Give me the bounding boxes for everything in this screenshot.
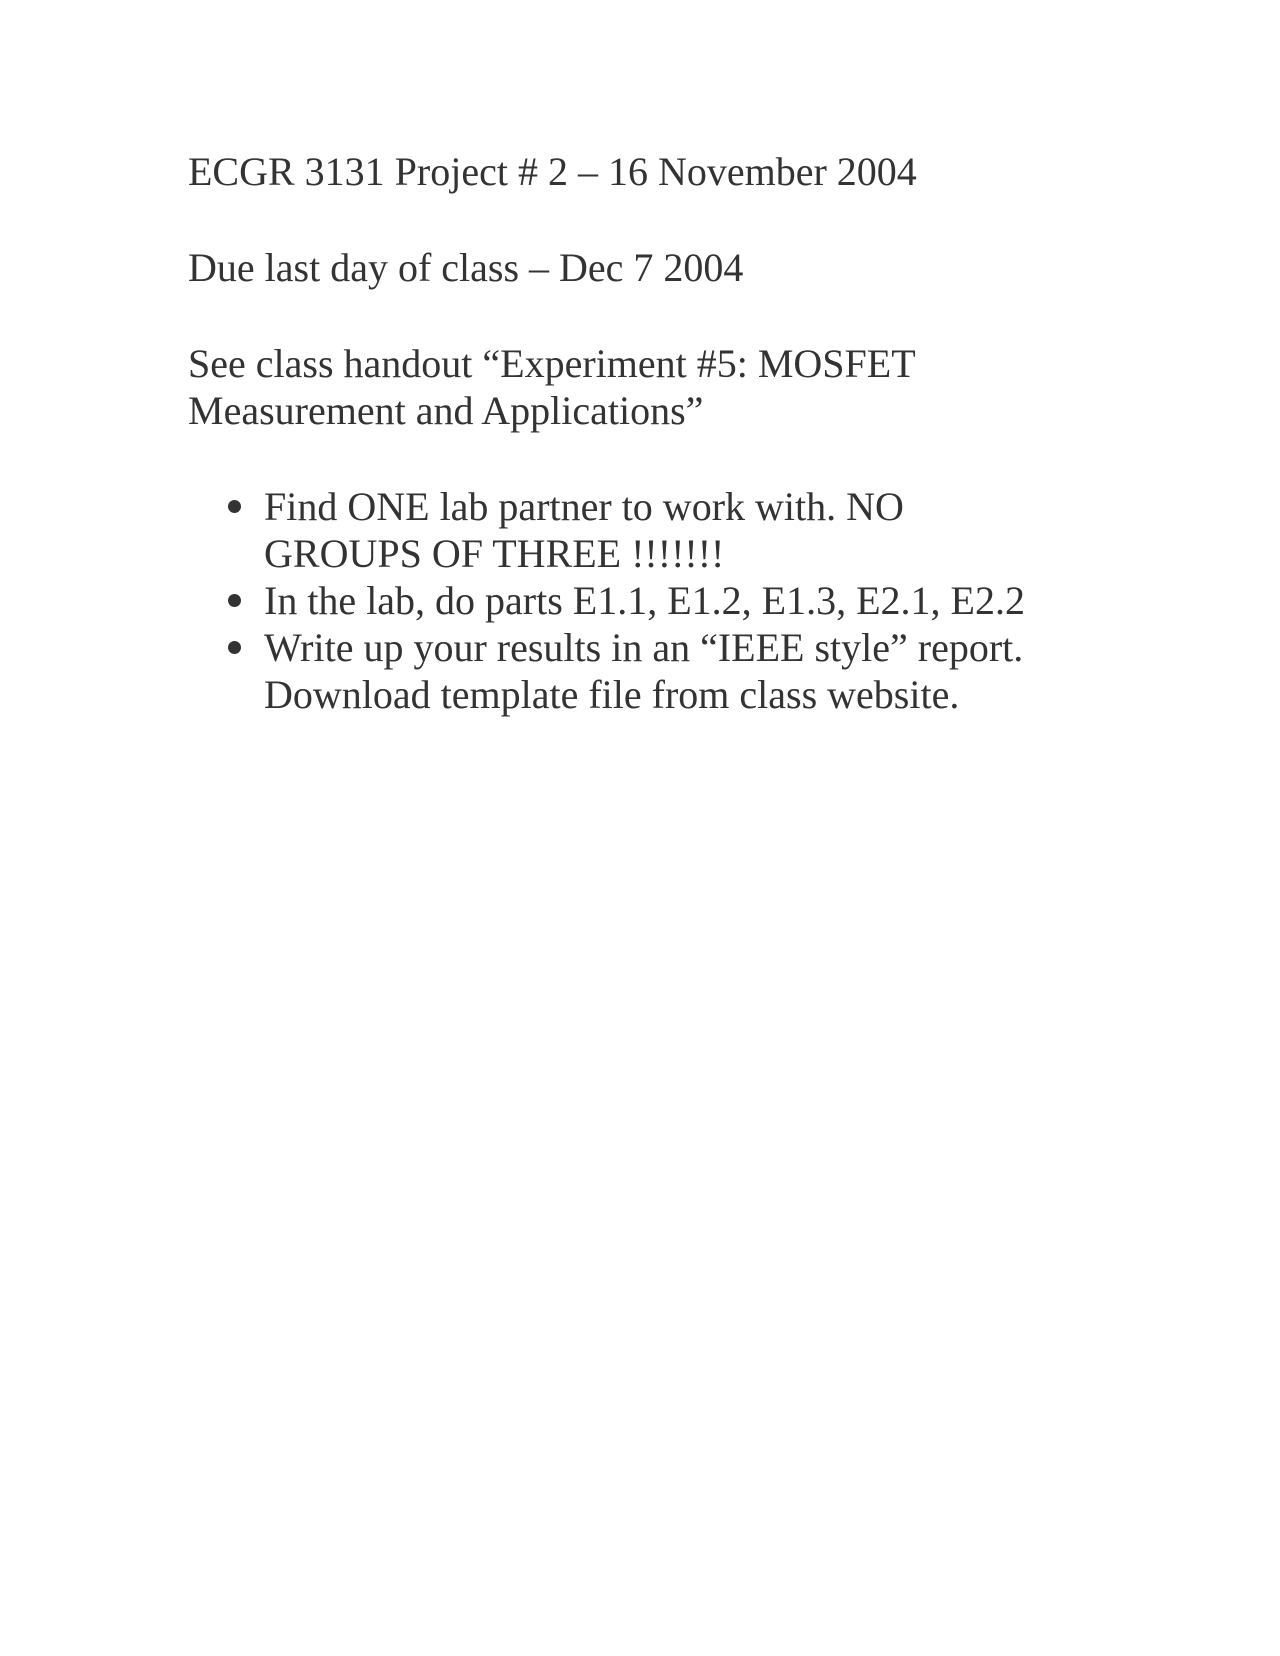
list-item <box>228 577 1088 624</box>
bullet-icon <box>228 641 241 654</box>
list-item-line-2: GROUPS OF THREE !!!!!!! <box>264 531 725 576</box>
list-item-line-1: Write up your results in an “IEEE style” report. <box>264 625 1024 670</box>
handout-reference <box>188 340 1088 434</box>
handout-line-1: See class handout “Experiment #5: MOSFET <box>188 341 916 386</box>
list-item-line-1: Find ONE lab partner to work with. NO <box>264 484 904 529</box>
list-item <box>228 624 1088 718</box>
list-item-line-1: In the lab, do parts E1.1, E1.2, E1.3, E2.1, E2.2 <box>264 578 1025 623</box>
instruction-list <box>188 483 1088 718</box>
list-item <box>228 483 1088 577</box>
list-item-line-2: Download template file from class website. <box>264 672 960 717</box>
document-body <box>188 148 1088 718</box>
bullet-icon <box>228 594 241 607</box>
handout-line-2: Measurement and Applications” <box>188 388 704 433</box>
bullet-icon <box>228 500 241 513</box>
due-date-line: Due last day of class – Dec 7 2004 <box>188 245 744 290</box>
document-title: ECGR 3131 Project # 2 – 16 November 2004 <box>188 149 917 194</box>
